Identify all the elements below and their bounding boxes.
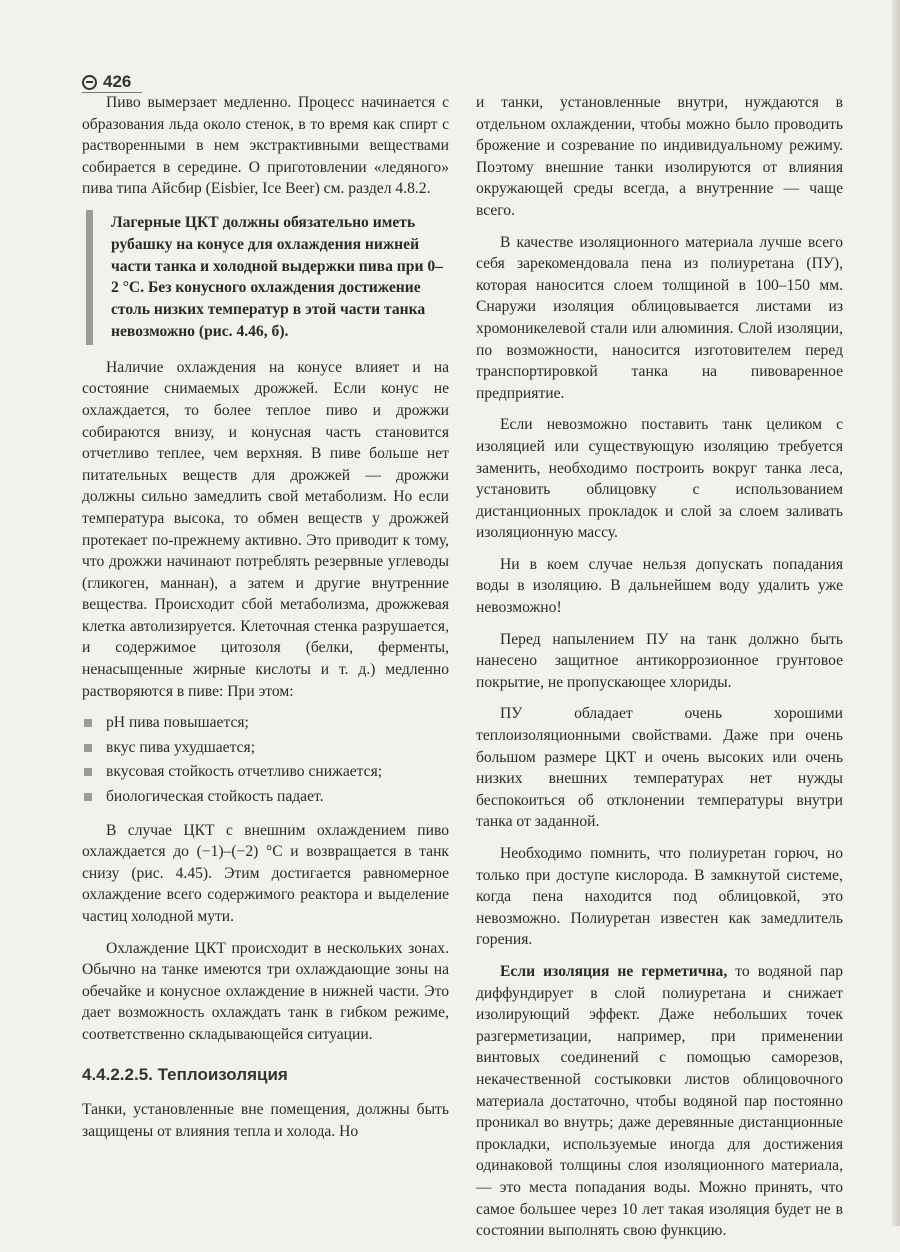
chapter-circle-icon: [82, 75, 97, 90]
left-column: [82, 92, 449, 1152]
bullet-list: [82, 712, 449, 807]
page-number: 426: [103, 72, 132, 91]
paragraph: Пиво вымерзает медленно. Процесс начинается с образования льда около стенок, в то время как спирт с растворенными в нем экстрактивными веществами собирается в середине. О приготовлении «ледяного» пива типа Айсбир (Eisbier, Ice Beer) см. раздел 4.8.2.: [82, 94, 449, 198]
paragraph: Ни в коем случае нельзя допускать попадания воды в изоляцию. В дальнейшем воду удалить уже невозможно!: [476, 555, 843, 617]
list-item: биологическая стойкость падает.: [82, 786, 449, 808]
paragraph: Наличие охлаждения на конусе влияет и на состояние снимаемых дрожжей. Если конус не охлаждается, то более теплое пиво и дрожжи собираются внизу, и конусная часть становится отчетливо теплее, чем верхняя. В пиве больше нет питательных веществ для дрожжей — дрожжи должны сильно замедлить свой метаболизм. Но если температура высока, то обмен веществ у дрожжей протекает по-прежнему активно. Это приводит к тому, что дрожжи начинают потреблять резервные углеводы (гликоген, маннан), а затем и другие внутренние вещества. Происходит сбой метаболизма, дрожжевая клетка автолизируется. Клеточная стенка разрушается, и содержимое цитозоля (белки, ферменты, ненасыщенные жирные кислоты и т. д.) медленно растворяются в пиве: При этом:: [82, 358, 449, 700]
right-column: [476, 92, 843, 1252]
list-item: вкус пива ухудшается;: [82, 737, 449, 759]
paragraph: ПУ обладает очень хорошими теплоизоляционными свойствами. Даже при очень большом размере ЦКТ и очень высоких или очень низких внешних температурах нет нужды беспокоиться об отклонении температуры внутри танка от заданной.: [476, 705, 843, 831]
paragraph: В качестве изоляционного материала лучше всего себя зарекомендовала пена из полиуретана (ПУ), которая наносится слоем толщиной в 100–150 мм. Снаружи изоляция облицовывается листами из хромоникелевой стали или алюминия. Слой изоляции, по возможности, наносится изготовителем перед транспортировкой танка на пивоваренное предприятие.: [476, 233, 843, 402]
bold-lead: Если изоляция не герметична,: [500, 962, 728, 980]
page-edge: [892, 0, 900, 1226]
paragraph: Охлаждение ЦКТ происходит в нескольких зонах. Обычно на танке имеются три охлаждающие зоны на обечайке и конусное охлаждение в нижней части. Это дает возможность охлаждать танк в гибком режиме, соответственно складывающейся ситуации.: [82, 939, 449, 1043]
paragraph: Танки, установленные вне помещения, должны быть защищены от влияния тепла и холода. Но: [82, 1101, 449, 1140]
paragraph: Если невозможно поставить танк целиком с изоляцией или существующую изоляцию требуется заменить, необходимо построить вокруг танка леса, установить облицовку с использованием дистанционных прокладок и слой за слоем заливать изоляционную массу.: [476, 416, 843, 542]
paragraph: В случае ЦКТ с внешним охлаждением пиво охлаждается до (−1)–(−2) °С и возвращается в танк снизу (рис. 4.45). Этим достигается равномерное охлаждение всего содержимого реактора и выделение частиц холодной мути.: [82, 821, 449, 925]
paragraph: [476, 961, 843, 1242]
list-item: вкусовая стойкость отчетливо снижается;: [82, 761, 449, 783]
section-heading: 4.4.2.2.5. Теплоизоляция: [82, 1064, 288, 1084]
paragraph: Необходимо помнить, что полиуретан горюч, но только при доступе кислорода. В замкнутой системе, когда пена находится под облицовкой, это невозможно. Полиуретан известен как замедлитель горения.: [476, 845, 843, 949]
list-item: pH пива повышается;: [82, 712, 449, 734]
paragraph-text: то водяной пар диффундирует в слой полиуретана и снижает изолирующий эффект. Даже небольших точек разгерметизации, например, при применении винтовых соединений с помощью саморезов, некачественной состыковки листов облицовочного материала достаточно, чтобы водяной пар постоянно проникал во внутрь; даже деревянные дистанционные прокладки, используемые иногда для достижения одинаковой толщины слоя изоляционного материала, — это места попадания воды. Можно принять, что самое большее через 10 лет такая изоляция будет не в состоянии выполнять свою функцию.: [476, 962, 843, 1240]
paragraph: и танки, установленные внутри, нуждаются в отдельном охлаждении, чтобы можно было проводить брожение и созревание по индивидуальному режиму. Поэтому внешние танки изолируются от влияния окружающей среды всегда, а внутренние — чаще всего.: [476, 94, 843, 219]
paragraph: Перед напылением ПУ на танк должно быть нанесено защитное антикоррозионное грунтовое покрытие, не пропускающее хлориды.: [476, 630, 843, 691]
callout-box: Лагерные ЦКТ должны обязательно иметь рубашку на конусе для охлаждения нижней части танка и холодной выдержки пива при 0–2 °С. Без конусного охлаждения достижение столь низких температур в этой части танка невозможно (рис. 4.46, б).: [86, 210, 449, 345]
page-header: [82, 72, 131, 92]
